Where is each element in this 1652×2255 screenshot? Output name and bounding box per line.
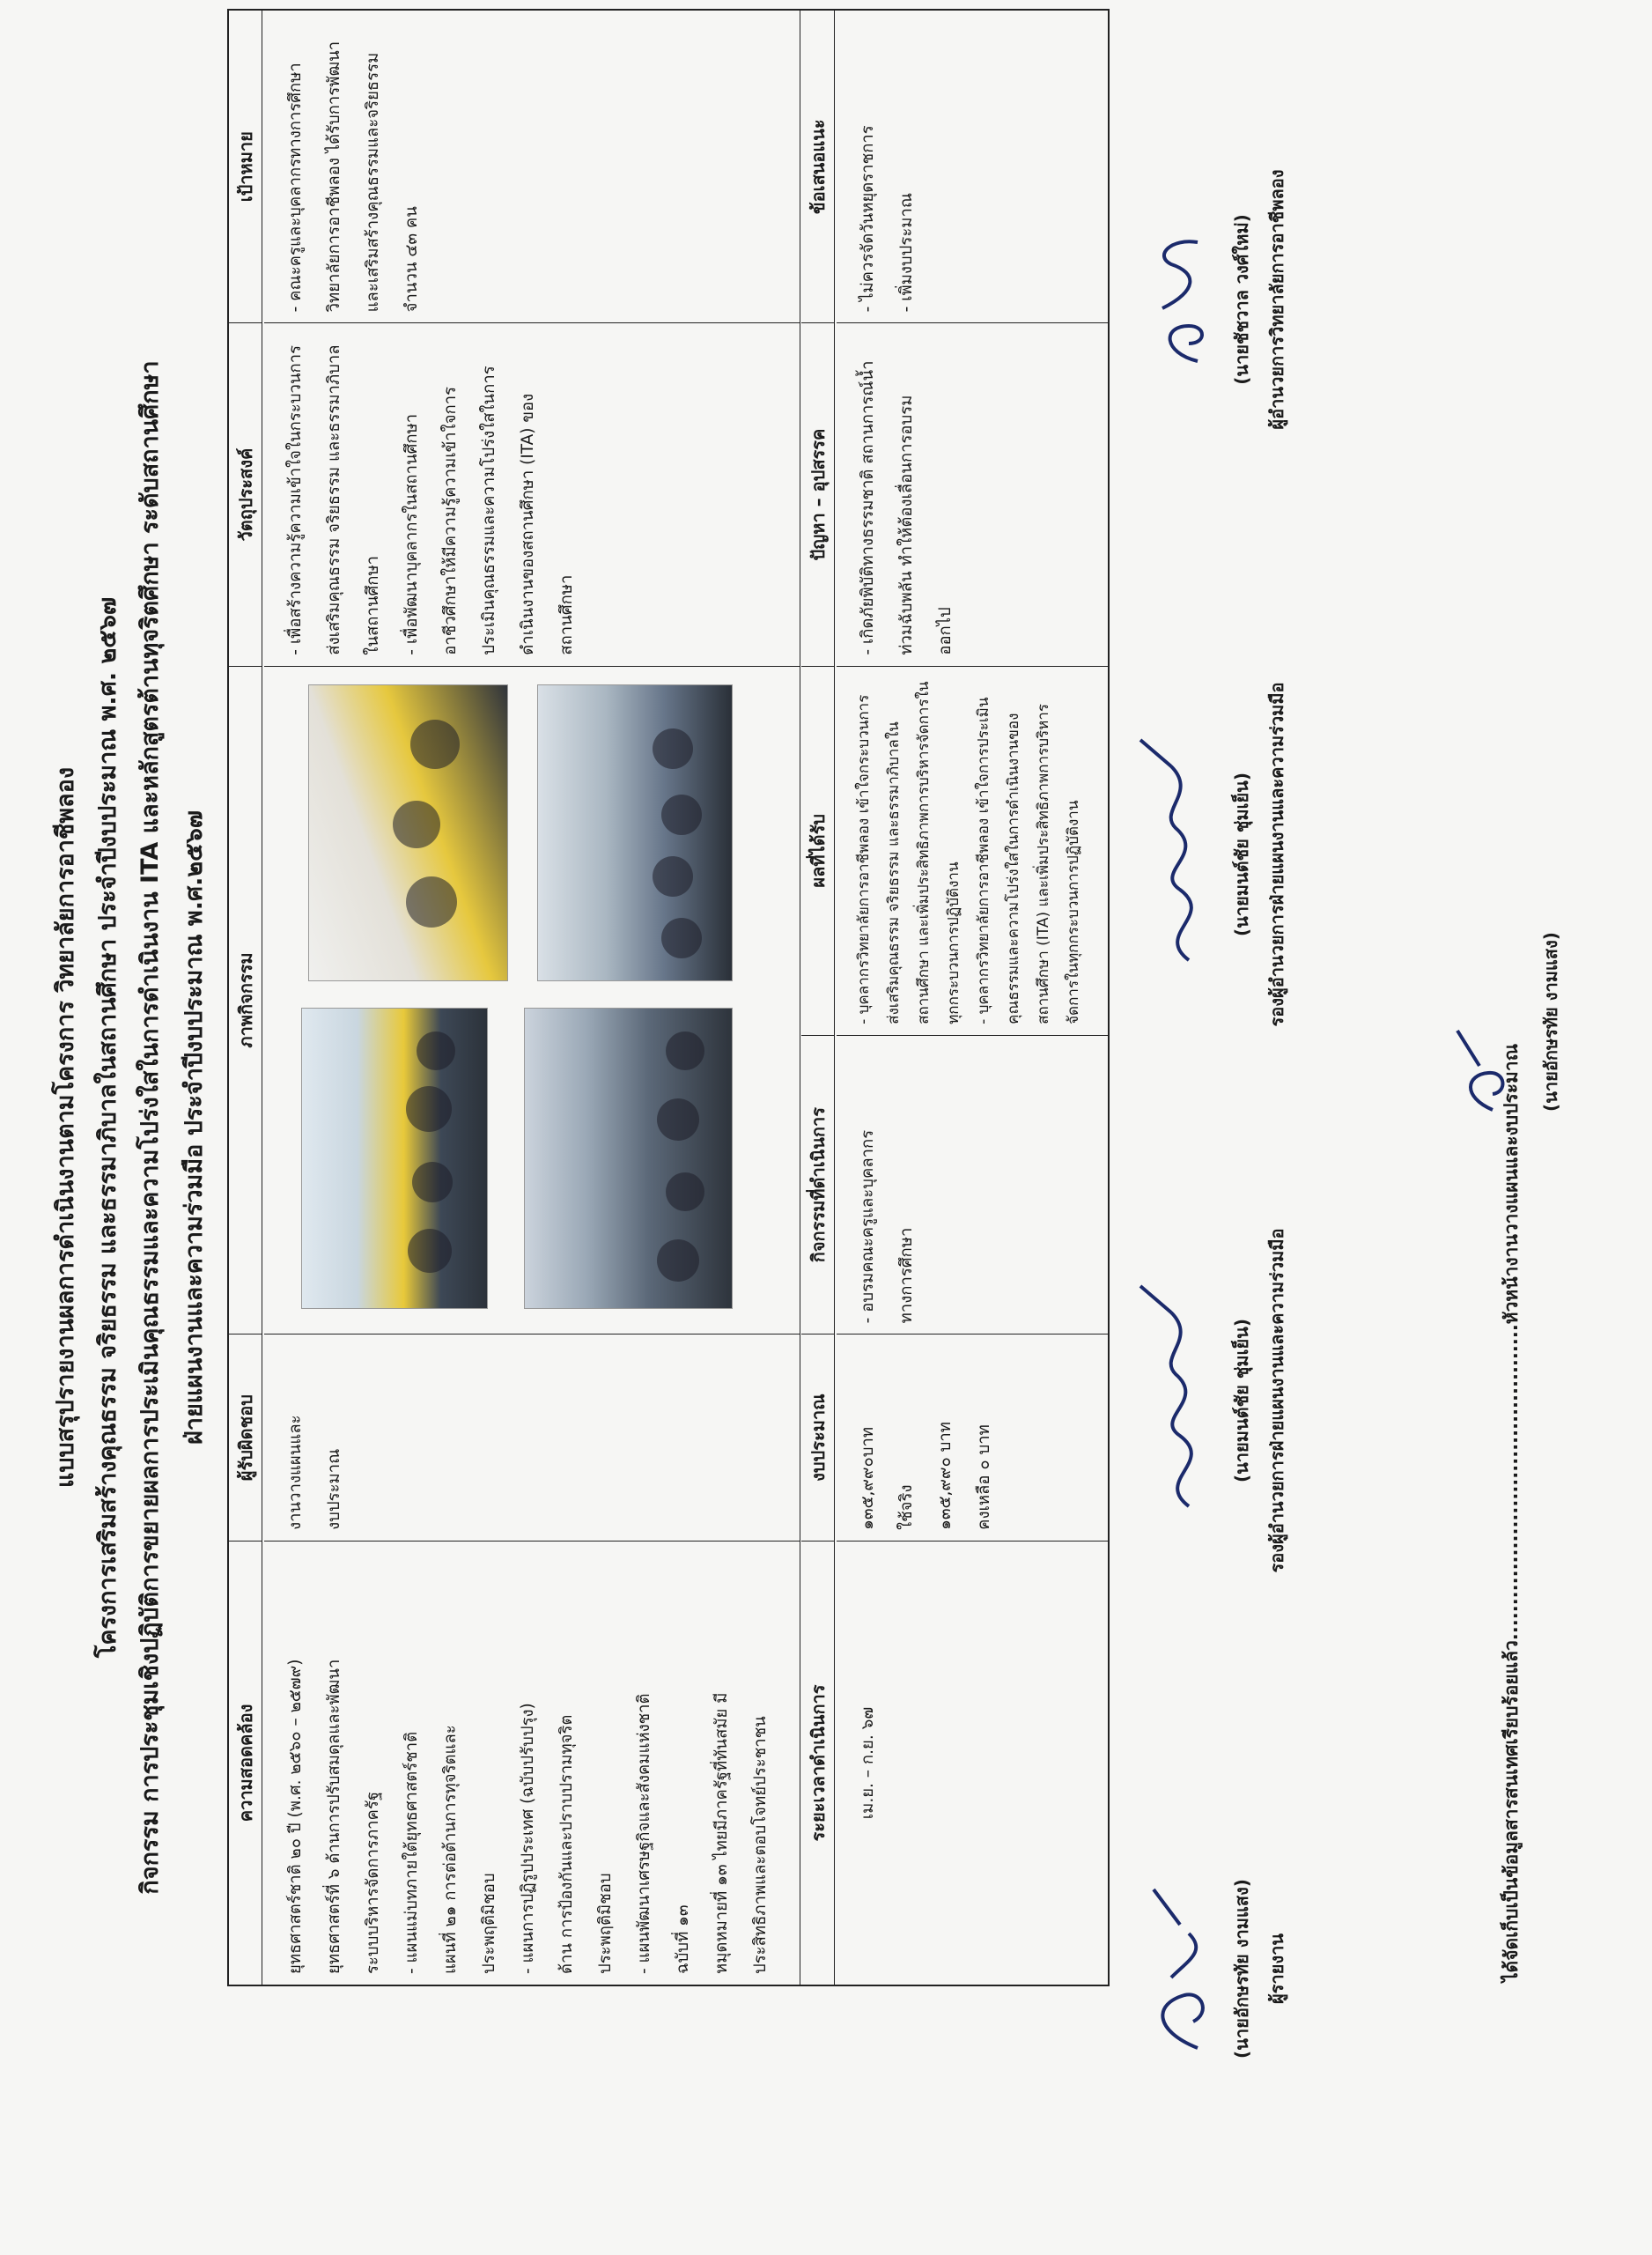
objective-line: - เพื่อสร้างความรู้ความเข้าใจในกระบวนการ: [286, 344, 305, 655]
table1-body-row: [264, 11, 800, 1985]
activity-line: - อบรมคณะครูและบุคลากร: [859, 1129, 877, 1324]
target-line: จำนวน ๔๓ คน: [402, 206, 421, 313]
objective-line: ในสถานศึกษา: [364, 555, 382, 655]
alignment-line: ฉบับที่ ๑๓: [674, 1904, 692, 1974]
signature-role: รองผู้อำนวยการฝ่ายแผนงานและความร่วมมือ: [1266, 682, 1287, 1027]
signature-role: รองผู้อำนวยการฝ่ายแผนงานและความร่วมมือ: [1266, 1228, 1287, 1573]
footer-note: ได้จัดเก็บเป็นข้อมูลสารสนเทศเรียบร้อยแล้ว.............................................หัวหน้างานวางแผนและงบประมาณ: [1501, 1043, 1522, 1982]
result-line: ทุกกระบวนการปฏิบัติงาน: [945, 861, 962, 1024]
header-responsible: ผู้รับผิดชอบ: [229, 1334, 262, 1541]
report-title: แบบสรุปรายงานผลการดำเนินงานตามโครงการ วิทยาลัยการอาชีพลอง: [52, 767, 79, 1489]
handwritten-signature: [1136, 1268, 1224, 1533]
handwritten-initials: [1444, 1013, 1515, 1128]
targets-cell: [264, 11, 800, 322]
result-line: - บุคลากรวิทยาลัยการอาชีพลอง เข้าใจการประเมิน: [975, 697, 992, 1024]
alignment-line: ประสิทธิภาพและตอบโจทย์ประชาชน: [751, 1716, 770, 1974]
budget-line: คงเหลือ ๐ บาท: [975, 1424, 993, 1530]
alignment-line: - แผนพัฒนาเศรษฐกิจและสังคมแห่งชาติ: [635, 1693, 653, 1974]
alignment-cell: [264, 1541, 800, 1985]
signature-role: ผู้รายงาน: [1266, 1933, 1287, 2005]
signature-deputy-2: [1136, 590, 1294, 1119]
alignment-line: - แผนแม่บทภายใต้ยุทธศาสตร์ชาติ: [402, 1731, 421, 1974]
period-cell: [837, 1541, 1110, 1985]
activity-title: กิจกรรม การประชุมเชิงปฏิบัติการขยายผลการประเมินคุณธรรมและความโปร่งใสในการดำเนินงาน ITA และหลักสูตรต้านทุจริตศึกษา ระดับสถานศึกษา: [136, 360, 164, 1895]
result-line: คุณธรรมและความโปร่งใสในการดำเนินงานของ: [1005, 713, 1022, 1024]
budget-cell: [837, 1334, 1110, 1541]
objective-line: ประเมินคุณธรรมและความโปร่งใสในการ: [480, 366, 498, 655]
target-line: - คณะครูและบุคลากรทางการศึกษา: [286, 63, 305, 313]
responsible-cell: [264, 1334, 800, 1541]
table2-header-row: [801, 11, 835, 1985]
handwritten-signature: [1136, 722, 1224, 987]
table1-header-row: [229, 11, 262, 1985]
result-line: ส่งเสริมคุณธรรม จริยธรรม และธรรมาภิบาลใน: [885, 721, 903, 1024]
alignment-line: ยุทธศาสตร์ชาติ ๒๐ ปี (พ.ศ. ๒๕๖๐ – ๒๕๗๙): [286, 1659, 305, 1974]
problem-line: - เกิดภัยพิบัติทางธรรมชาติ สถานการณ์น้ำ: [859, 360, 877, 655]
header-period: ระยะเวลาดำเนินการ: [801, 1541, 835, 1985]
objective-line: สถานศึกษา: [557, 574, 576, 655]
suggestions-cell: [837, 11, 1110, 322]
budget-line: ใช้จริง: [897, 1484, 916, 1530]
alignment-line: ยุทธศาสตร์ที่ ๖ ด้านการปรับสมดุลและพัฒนา: [325, 1659, 343, 1974]
period-value: เม.ย. – ก.ย. ๖๗: [859, 1706, 877, 1820]
alignment-line: หมุดหมายที่ ๑๓ ไทยมีภาครัฐที่ทันสมัย มี: [712, 1692, 731, 1974]
handwritten-signature: [1136, 1854, 1224, 2083]
responsible-line: งานวางแผนและ: [286, 1415, 305, 1530]
alignment-line: ประพฤติมิชอบ: [596, 1873, 615, 1974]
department-title: ฝ่ายแผนงานและความร่วมมือ ประจำปีงบประมาณ พ.ศ.๒๕๖๗: [181, 810, 208, 1445]
activity-photos-cell: [264, 666, 800, 1335]
signature-name: (นายชัชวาล วงศ์ใหม่): [1231, 214, 1252, 385]
suggestion-line: - เพิ่มงบประมาณ: [897, 192, 916, 313]
target-line: วิทยาลัยการอาชีพลอง ได้รับการพัฒนา: [325, 41, 343, 313]
alignment-line: ด้าน การป้องกันและปราบปรามทุจริต: [557, 1714, 576, 1974]
activity-photo-group-work: [308, 684, 508, 981]
activity-photo-seminar-stage: [301, 1008, 488, 1309]
alignment-line: - แผนการปฏิรูปประเทศ (ฉบับปรับปรุง): [519, 1703, 537, 1974]
result-line: - บุคลากรวิทยาลัยการอาชีพลอง เข้าใจกระบวนการ: [855, 694, 873, 1024]
activities-cell: [837, 1035, 1110, 1334]
result-line: จัดการในทุกกระบวนการปฏิบัติงาน: [1065, 800, 1082, 1024]
problem-line: ท่วมฉับพลัน ทำให้ต้องเลื่อนการอบรม: [897, 395, 916, 655]
objective-line: ดำเนินงานของสถานศึกษา (ITA) ของ: [519, 393, 537, 655]
signature-deputy-1: [1136, 1154, 1294, 1647]
footer-signature-name: (นายอักษรทัย งามแสง): [1540, 932, 1561, 1112]
responsible-line: งบประมาณ: [325, 1448, 343, 1530]
signature-name: (นายอักษรทัย งามแสง): [1231, 1879, 1252, 2059]
alignment-line: ระบบบริหารจัดการภาครัฐ: [364, 1791, 382, 1974]
header-problems: ปัญหา – อุปสรรค: [801, 322, 835, 665]
signature-director: [1136, 35, 1294, 564]
results-cell: [837, 666, 1110, 1035]
problem-line: ออกไป: [936, 607, 955, 655]
project-title: โครงการเสริมสร้างคุณธรรม จริยธรรม และธรรมาภิบาลในสถานศึกษา ประจำปีงบประมาณ พ.ศ. ๒๕๖๗: [94, 596, 122, 1659]
signature-name: (นายมนต์ชัย ชุ่มเย็น): [1231, 773, 1252, 936]
header-objectives: วัตถุประสงค์: [229, 322, 262, 665]
objective-line: อาชีวศึกษาให้มีความรู้ความเข้าใจการ: [441, 386, 460, 655]
report-table: [227, 9, 1110, 1986]
header-targets: เป้าหมาย: [229, 11, 262, 322]
activity-photo-speaker: [524, 1008, 733, 1309]
header-results: ผลที่ได้รับ: [801, 666, 835, 1035]
alignment-line: ประพฤติมิชอบ: [480, 1873, 498, 1974]
header-activities: กิจกรรมที่ดำเนินการ: [801, 1035, 835, 1334]
header-suggestions: ข้อเสนอแนะ: [801, 11, 835, 322]
budget-line: ๑๓๕,๙๙๐ บาท: [936, 1422, 955, 1530]
objective-line: - เพื่อพัฒนาบุคลากรในสถานศึกษา: [402, 413, 421, 655]
result-line: สถานศึกษา (ITA) และเพิ่มประสิทธิภาพการบริหาร: [1035, 703, 1052, 1024]
activity-photo-audience: [537, 684, 733, 981]
header-budget: งบประมาณ: [801, 1334, 835, 1541]
handwritten-signature: [1136, 203, 1224, 396]
problems-cell: [837, 322, 1110, 665]
signature-name: (นายมนต์ชัย ชุ่มเย็น): [1231, 1319, 1252, 1482]
header-alignment: ความสอดคล้อง: [229, 1541, 262, 1985]
table2-body-row: [837, 11, 1110, 1985]
objective-line: ส่งเสริมคุณธรรม จริยธรรม และธรรมาภิบาล: [325, 344, 343, 655]
objectives-cell: [264, 322, 800, 665]
header-activity-photos: ภาพกิจกรรม: [229, 666, 262, 1335]
signature-reporter: [1136, 1682, 1294, 2255]
result-line: สถานศึกษา และเพิ่มประสิทธิภาพการบริหารจัดการใน: [915, 681, 933, 1024]
target-line: และเสริมสร้างคุณธรรมและจริยธรรม: [364, 52, 382, 313]
suggestion-line: - ไม่ควรจัดวันหยุดราชการ: [859, 125, 877, 313]
activity-line: ทางการศึกษา: [897, 1227, 916, 1324]
alignment-line: แผนที่ ๒๑ การต่อต้านการทุจริตและ: [441, 1725, 460, 1974]
budget-line: ๑๓๕,๙๙๐บาท: [859, 1426, 877, 1530]
signature-role: ผู้อำนวยการวิทยาลัยการอาชีพลอง: [1266, 169, 1287, 430]
